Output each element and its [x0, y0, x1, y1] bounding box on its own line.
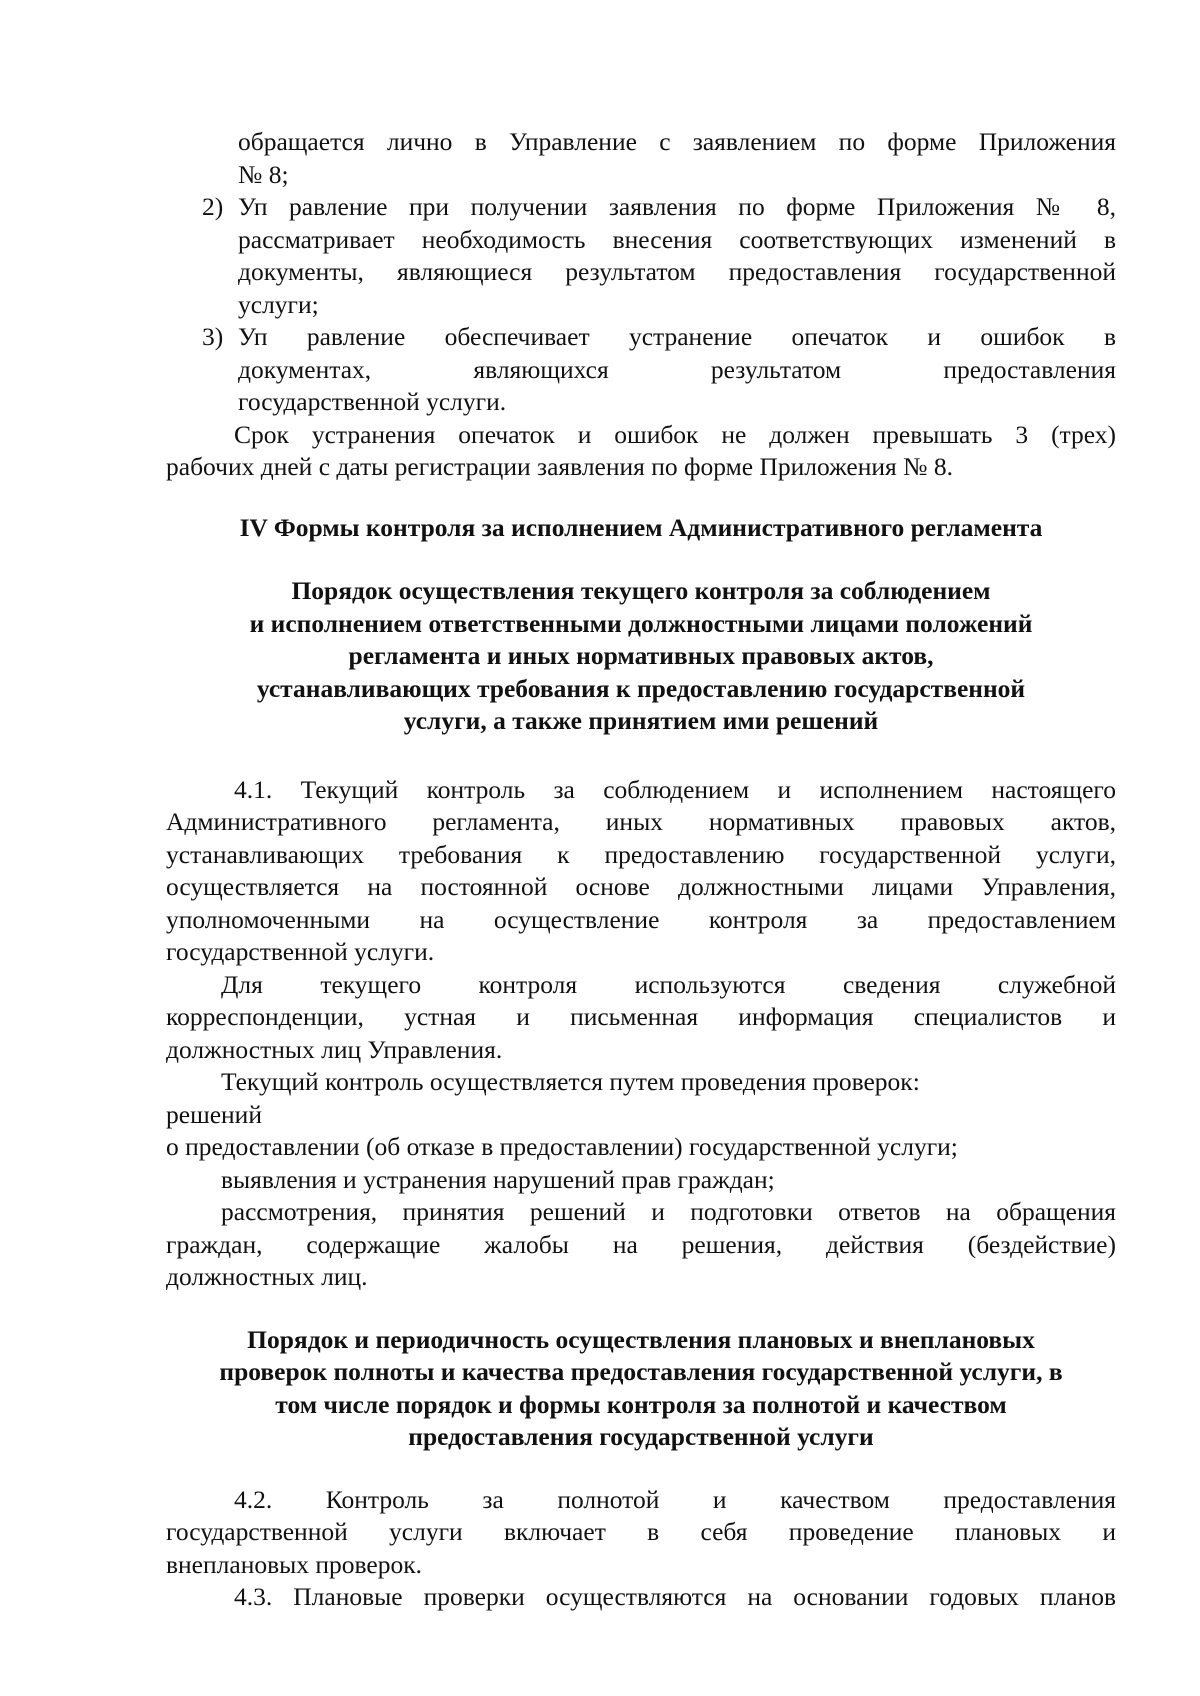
paragraph-provision: о предоставлении (об отказе в предоставлении) государственной услуги; — [166, 1132, 958, 1161]
text-line: рабочих дней с даты регистрации заявления по форме Приложения № 8. — [166, 452, 953, 481]
paragraph-4-2: 4.2. Контроль за полнотой и качеством предоставления государственной услуги включает в себя проведение плановых и внеплановых проверок. — [166, 1484, 1116, 1579]
paragraph-decisions: решений — [166, 1099, 262, 1129]
paragraph-review: рассмотрения, принятия решений и подготовки ответов на обращения граждан, содержащие жалобы на решения, действия (бездействие) должностных лиц. — [166, 1197, 1116, 1291]
list-item-3 — [166, 321, 1116, 419]
text-line: документы, являющиеся результатом предоставления государственной — [238, 257, 1116, 286]
section-title: IV Формы контроля за исполнением Административного регламента — [239, 512, 1043, 542]
list-number: 2) — [202, 192, 224, 221]
text-line: обращается лично в Управление с заявлением по форме Приложения — [238, 127, 1116, 156]
text-line: рассматривает необходимость внесения соответствующих изменений в — [238, 224, 1116, 254]
text-line: № 8; — [238, 159, 289, 189]
document-page — [166, 126, 1116, 1614]
text-line: Срок устранения опечаток и ошибок не должен превышать 3 (трех) — [234, 419, 1116, 449]
list-number: 3) — [202, 322, 224, 351]
paragraph-4-1: 4.1. Текущий контроль за соблюдением и исполнением настоящего Административного регламента, иных нормативных правовых актов, устанавливающих требования к предоставлению государственной услуги, осуществляется на постоянной основе должностными лицами Управления, уполномоченными на осуществление контроля за предоставлением государственной услуги. — [166, 774, 1116, 966]
paragraph-checks: Текущий контроль осуществляется путем проведения проверок: — [221, 1067, 920, 1096]
term-paragraph — [166, 419, 1116, 484]
subheading-inspections: Порядок и периодичность осуществления плановых и внеплановых проверок полноты и качества предоставления государственной услуги, в том числе порядок и формы контроля за полнотой и качеством предоставления государственной услуги — [219, 1324, 1063, 1451]
list-item-2 — [166, 191, 1116, 321]
text-line: услуги; — [238, 289, 319, 319]
text-line: Уп равление обеспечивает устранение опечаток и ошибок в — [238, 322, 1116, 351]
paragraph-4-3: 4.3. Плановые проверки осуществляются на основании годовых планов — [234, 1582, 1116, 1611]
paragraph-violations: выявления и устранения нарушений прав граждан; — [221, 1164, 775, 1194]
text-line: Уп равление при получении заявления по форме Приложения № 8, — [238, 192, 1116, 221]
paragraph-sources: Для текущего контроля используются сведения служебной корреспонденции, устная и письменная информация специалистов и должностных лиц Управления. — [166, 969, 1116, 1064]
text-line: государственной услуги. — [238, 387, 507, 416]
list-continuation — [166, 126, 1116, 191]
subheading-current-control: Порядок осуществления текущего контроля за соблюдением и исполнением ответственными должностными лицами положений регламента и иных нормативных правовых актов, устанавливающих требования к предоставлению государственной услуги, а также принятием ими решений — [249, 576, 1033, 735]
text-line: документах, являющихся результатом предоставления — [238, 354, 1116, 384]
